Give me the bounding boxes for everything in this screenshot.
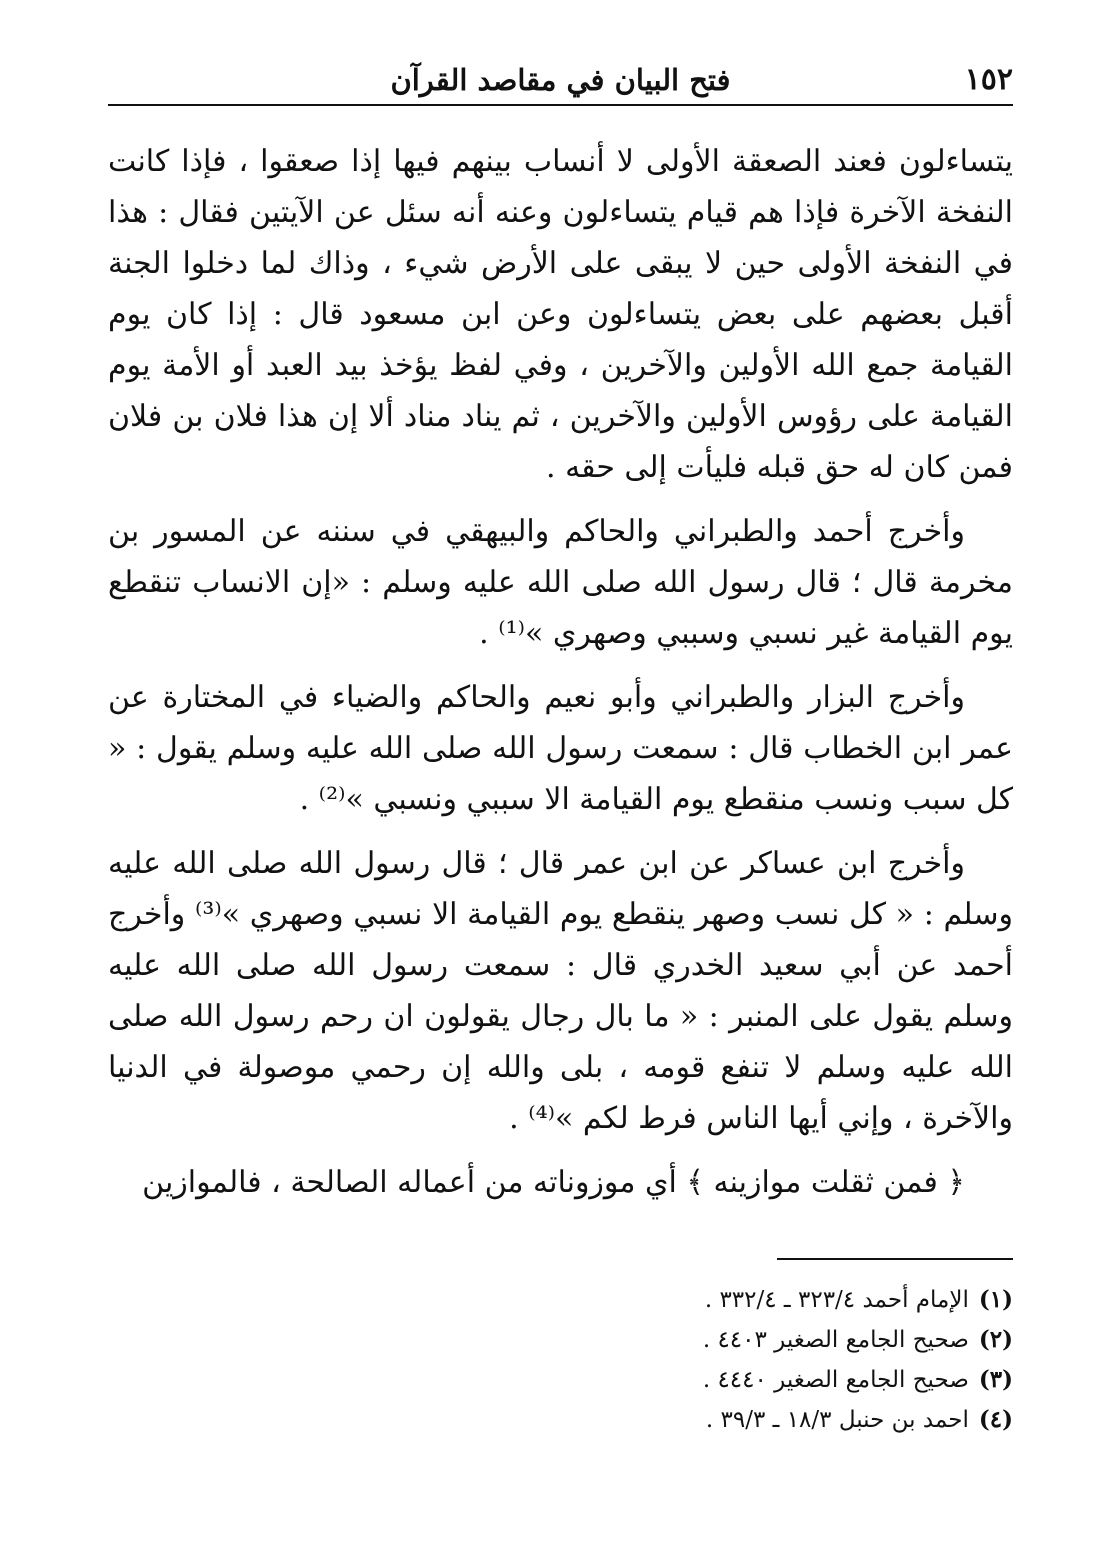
footnote-divider	[777, 1258, 1013, 1260]
paragraph-5: ﴿ فمن ثقلت موازينه ﴾ أي موزوناته من أعماله الصالحة ، فالموازين	[142, 1165, 965, 1200]
page-number: ١٥٢	[964, 62, 1013, 97]
footnote-2	[108, 1320, 1013, 1360]
footnote-text: صحيح الجامع الصغير ٤٤٠٣ .	[702, 1327, 969, 1353]
page-header	[108, 56, 1013, 106]
footnote-number: (٤)	[978, 1406, 1013, 1433]
main-text	[108, 136, 1013, 1208]
footnote-3	[108, 1360, 1013, 1400]
footnote-1	[108, 1280, 1013, 1320]
footnote-number: (٢)	[978, 1326, 1013, 1353]
header-divider	[108, 104, 1013, 106]
footnotes	[108, 1280, 1013, 1440]
footnote-number: (٣)	[978, 1366, 1013, 1393]
paragraph-1: يتساءلون فعند الصعقة الأولى لا أنساب بينهم فيها إذا صعقوا ، فإذا كانت النفخة الآخرة فإذا هم قيام يتساءلون وعنه أنه سئل عن الآيتين فقال : هذا في النفخة الأولى حين لا يبقى على الأرض شيء ، وذاك لما دخلوا الجنة أقبل بعضهم على بعض يتساءلون وعن ابن مسعود قال : إذا كان يوم القيامة جمع الله الأولين والآخرين ، وفي لفظ يؤخذ بيد العبد أو الأمة يوم القيامة على رؤوس الأولين والآخرين ، ثم يناد مناد ألا إن هذا فلان بن فلان فمن كان له حق قبله فليأت إلى حقه .	[108, 144, 1013, 485]
footnote-number: (١)	[978, 1286, 1013, 1313]
footnote-4	[108, 1400, 1013, 1440]
paragraph-4: وأخرج ابن عساكر عن ابن عمر قال ؛ قال رسول الله صلى الله عليه وسلم : « كل نسب وصهر ينقطع يوم القيامة الا نسبي وصهري »⁽³⁾ وأخرج أحمد عن أبي سعيد الخدري قال : سمعت رسول الله صلى الله عليه وسلم يقول على المنبر : « ما بال رجال يقولون ان رحم رسول الله صلى الله عليه وسلم لا تنفع قومه ، بلى والله إن رحمي موصولة في الدنيا والآخرة ، وإني أيها الناس فرط لكم »⁽⁴⁾ .	[108, 846, 1013, 1136]
footnote-text: احمد بن حنبل ١٨/٣ ـ ٣٩/٣ .	[705, 1407, 969, 1433]
book-page	[108, 56, 1013, 1440]
paragraph-3: وأخرج البزار والطبراني وأبو نعيم والحاكم والضياء في المختارة عن عمر ابن الخطاب قال : سمعت رسول الله صلى الله عليه وسلم يقول : « كل سبب ونسب منقطع يوم القيامة الا سببي ونسبي »⁽²⁾ .	[108, 680, 1013, 817]
footnote-text: صحيح الجامع الصغير ٤٤٤٠ .	[702, 1367, 969, 1393]
footnote-text: الإمام أحمد ٣٢٣/٤ ـ ٣٣٢/٤ .	[704, 1287, 969, 1313]
running-title: فتح البيان في مقاصد القرآن	[390, 63, 731, 97]
paragraph-2: وأخرج أحمد والطبراني والحاكم والبيهقي في سننه عن المسور بن مخرمة قال ؛ قال رسول الله صلى الله عليه وسلم : «إن الانساب تنقطع يوم القيامة غير نسبي وسببي وصهري »⁽¹⁾ .	[108, 514, 1013, 651]
